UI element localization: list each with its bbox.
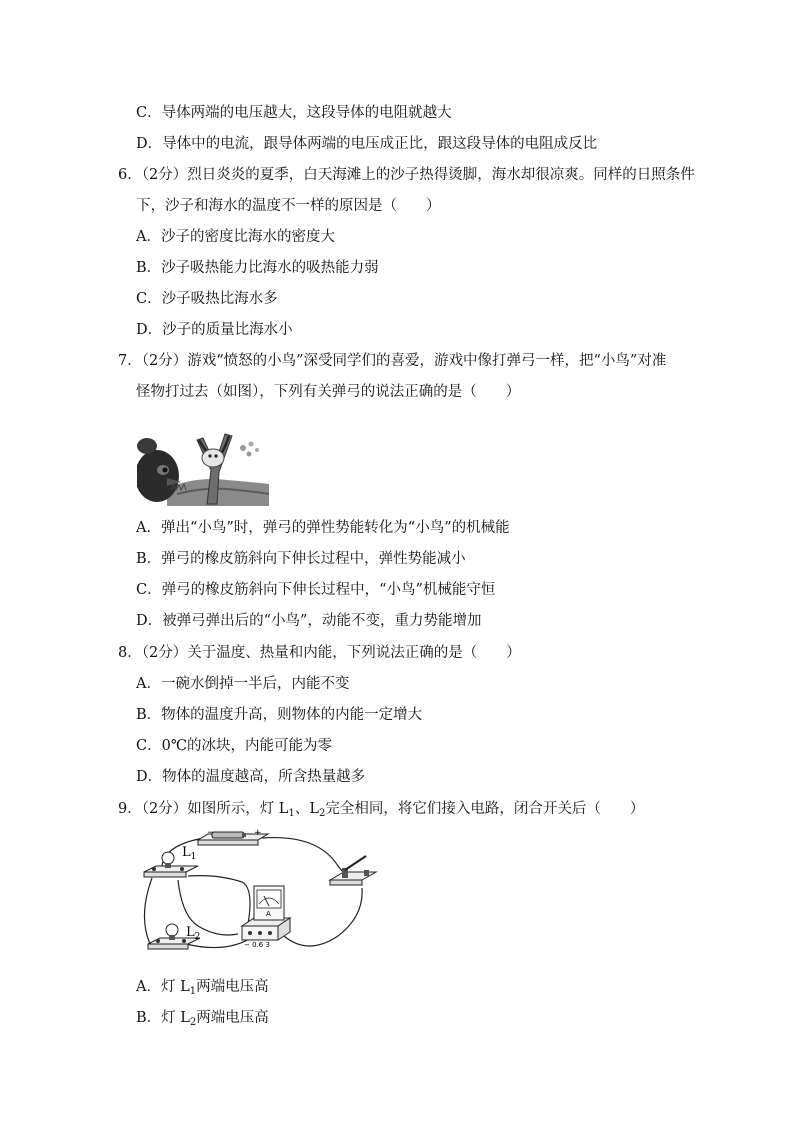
q7-stem-line2: 怪物打过去（如图），下列有关弹弓的说法正确的是（ ） (136, 384, 521, 400)
q8-option-c: C．0℃的冰块，内能可能为零 (136, 738, 333, 754)
q7-option-d: D．被弹弓弹出后的“小鸟”，动能不变，重力势能增加 (136, 613, 482, 629)
q7-option-a: A．弹出“小鸟”时，弹弓的弹性势能转化为“小鸟”的机械能 (136, 520, 510, 536)
q6-stem-line2: 下，沙子和海水的温度不一样的原因是（ ） (136, 198, 441, 214)
q7-option-c: C．弹弓的橡皮筋斜向下伸长过程中，“小鸟”机械能守恒 (136, 582, 496, 598)
q9-option-b-part-a: B．灯 L (136, 1010, 190, 1026)
q7-option-b: B．弹弓的橡皮筋斜向下伸长过程中，弹性势能减小 (136, 551, 466, 567)
q9-option-a-sub: 1 (189, 986, 197, 997)
q9-option-a-part-a: A．灯 L (136, 979, 190, 995)
q6-option-d: D．沙子的质量比海水小 (136, 322, 293, 338)
q9-stem (118, 799, 644, 824)
q5-option-d: D．导体中的电流，跟导体两端的电压成正比，跟这段导体的电阻成反比 (136, 136, 598, 152)
q9-option-b (136, 1008, 269, 1033)
battery-minus-label: − (207, 828, 215, 838)
q9-stem-part-a: 9．（2分）如图所示，灯 L (118, 801, 289, 817)
q9-option-b-part-b: 两端电压高 (196, 1010, 269, 1026)
q8-stem: 8．（2分）关于温度、热量和内能，下列说法正确的是（ ） (118, 645, 521, 661)
q7-stem-line1: 7．（2分）游戏“愤怒的小鸟”深受同学们的喜爱，游戏中像打弹弓一样，把“小鸟”对准 (118, 353, 667, 369)
q9-stem-part-b: 、L (294, 801, 319, 817)
ammeter-unit-label: A (266, 910, 271, 918)
q9-stem-part-c: 完全相同，将它们接入电路，闭合开关后（ ） (325, 801, 645, 817)
q6-option-a: A．沙子的密度比海水的密度大 (136, 229, 335, 245)
q8-option-a: A．一碗水倒掉一半后，内能不变 (136, 676, 350, 692)
q9-stem-sub1: 1 (288, 808, 295, 819)
q8-option-d: D．物体的温度越高，所含热量越多 (136, 769, 366, 785)
q9-stem-sub2: 2 (318, 808, 326, 819)
q5-option-c: C．导体两端的电压越大，这段导体的电阻就越大 (136, 105, 452, 121)
lamp-l1-label: $L_1$ (182, 845, 197, 862)
switch-icon (330, 856, 376, 885)
battery-plus-label: + (254, 828, 262, 838)
q6-option-b: B．沙子吸热能力比海水的吸热能力弱 (136, 260, 379, 276)
circuit-diagram-figure (138, 826, 380, 960)
ammeter-terminal-labels: − 0.6 3 (244, 941, 270, 949)
q6-option-c: C．沙子吸热比海水多 (136, 291, 278, 307)
q9-option-a (136, 977, 269, 1002)
q9-option-a-part-b: 两端电压高 (196, 979, 269, 995)
angry-birds-slingshot-figure (137, 418, 269, 506)
q9-option-b-sub: 2 (189, 1017, 197, 1028)
q6-stem-line1: 6．（2分）烈日炎炎的夏季，白天海滩上的沙子热得烫脚，海水却很凉爽。同样的日照条件 (118, 167, 695, 183)
lamp-l2-label: $L_2$ (186, 925, 201, 942)
q8-option-b: B．物体的温度升高，则物体的内能一定增大 (136, 707, 423, 723)
